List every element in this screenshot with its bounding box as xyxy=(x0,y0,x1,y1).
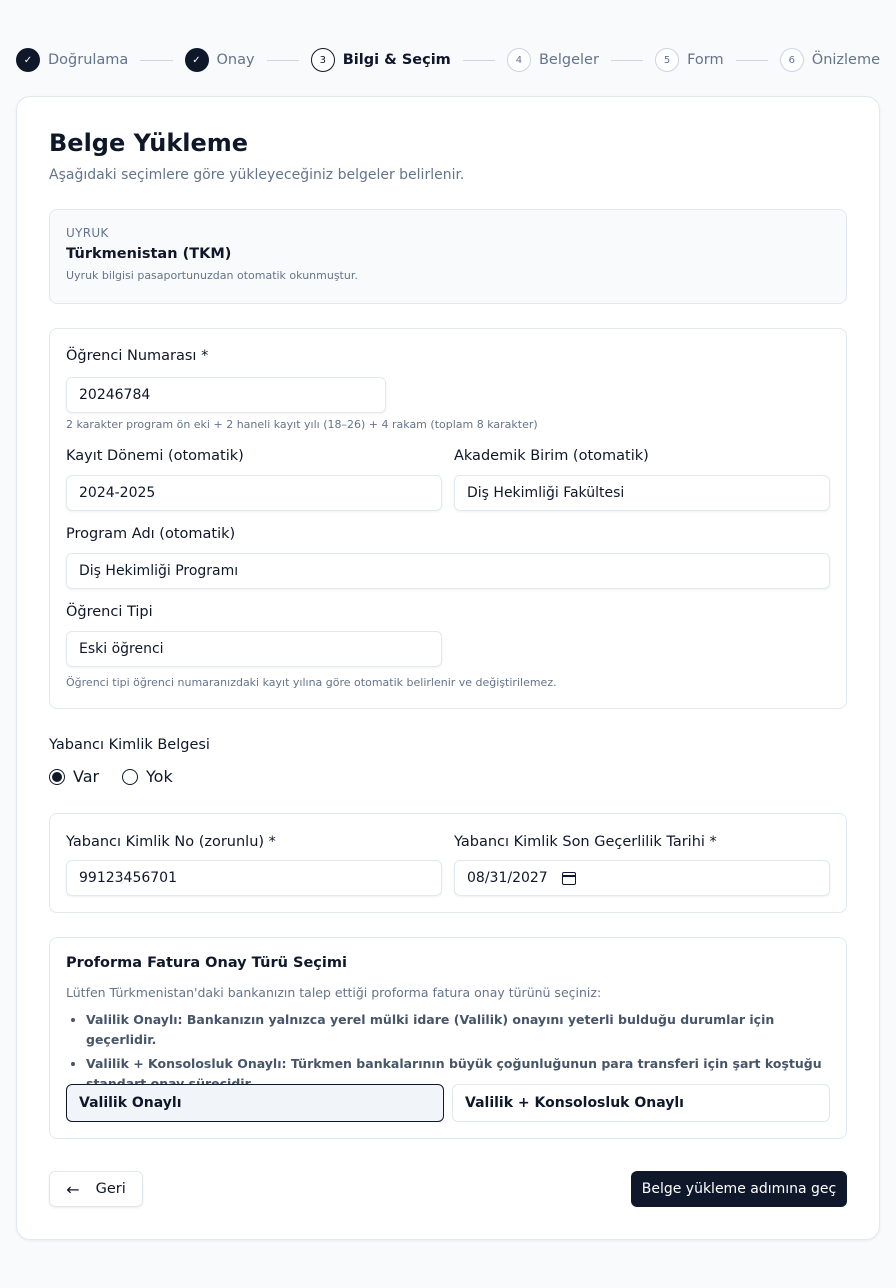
step-label: Belgeler xyxy=(538,52,599,68)
proforma-section xyxy=(49,937,847,1139)
list-item: • Valilik + Konsolosluk Onaylı: Türkmen bankalarının büyük çoğunluğunun para transferi için şart koştuğu xyxy=(86,1054,826,1094)
foreign-id-expiry-input[interactable] xyxy=(454,860,830,896)
step-documents xyxy=(507,48,599,72)
student-type-label: Öğrenci Tipi xyxy=(66,604,153,620)
page-subtitle: Aşağıdaki seçimlere göre yükleyeceğiniz belgeler belirlenir. xyxy=(49,167,465,183)
option-governorship-consulate-button[interactable]: Valilik + Konsolosluk Onaylı xyxy=(452,1084,830,1122)
step-info-selection xyxy=(311,48,451,72)
student-number-hint: 2 karakter program ön eki + 2 haneli kayıt yılı (18–26) + 4 rakam (toplam 8 karakter) xyxy=(66,418,538,431)
academic-unit-label: Akademik Birim (otomatik) xyxy=(454,448,649,464)
step-label: Bilgi & Seçim xyxy=(342,52,451,68)
step-connector xyxy=(140,60,172,61)
step-form xyxy=(655,48,724,72)
nationality-note: Uyruk bilgisi pasaportunuzdan otomatik okunmuştur. xyxy=(66,269,358,282)
student-number-input[interactable]: 20246784 xyxy=(66,377,386,413)
step-number: 3 xyxy=(311,48,335,72)
arrow-left-icon: ← xyxy=(66,1179,80,1199)
step-number: 4 xyxy=(507,48,531,72)
progress-stepper xyxy=(16,47,880,73)
radio-unchecked-icon[interactable] xyxy=(122,769,138,785)
step-verification xyxy=(16,48,128,72)
date-value: 08/31/2027 xyxy=(467,870,548,886)
foreign-id-number-input[interactable]: 99123456701 xyxy=(66,860,442,896)
foreign-id-expiry-label: Yabancı Kimlik Son Geçerlilik Tarihi * xyxy=(454,834,717,850)
radio-label: Yok xyxy=(146,767,173,786)
next-step-button[interactable]: Belge yükleme adımına geç xyxy=(631,1171,847,1207)
calendar-icon[interactable] xyxy=(562,872,576,885)
radio-label: Var xyxy=(73,767,100,786)
back-button[interactable] xyxy=(49,1171,143,1207)
program-label: Program Adı (otomatik) xyxy=(66,526,236,542)
program-input[interactable]: Diş Hekimliği Programı xyxy=(66,553,830,589)
step-number: 5 xyxy=(655,48,679,72)
step-label: Doğrulama xyxy=(48,52,129,68)
foreign-id-section xyxy=(49,813,847,913)
term-input[interactable]: 2024-2025 xyxy=(66,475,442,511)
step-label: Önizleme xyxy=(811,52,881,68)
radio-checked-icon[interactable] xyxy=(49,769,65,785)
term-label: Kayıt Dönemi (otomatik) xyxy=(66,448,244,464)
student-number-label: Öğrenci Numarası * xyxy=(66,348,209,364)
proforma-description: Lütfen Türkmenistan'daki bankanızın talep ettiği proforma fatura onay türünü seçiniz: xyxy=(66,985,602,1000)
check-icon: ✓ xyxy=(16,48,40,72)
document-upload-card xyxy=(16,96,880,1240)
student-type-input[interactable]: Eski öğrenci xyxy=(66,631,442,667)
step-connector xyxy=(736,60,768,61)
foreign-id-question: Yabancı Kimlik Belgesi xyxy=(49,737,210,753)
student-type-hint: Öğrenci tipi öğrenci numaranızdaki kayıt yılına göre otomatik belirlenir ve değiştirilemez. xyxy=(66,676,557,689)
step-label: Onay xyxy=(216,52,255,68)
student-info-section xyxy=(49,328,847,709)
radio-option-no[interactable] xyxy=(122,767,173,786)
foreign-id-number-label: Yabancı Kimlik No (zorunlu) * xyxy=(66,834,276,850)
back-button-label: Geri xyxy=(95,1181,126,1197)
step-connector xyxy=(463,60,495,61)
step-approval xyxy=(185,48,255,72)
step-preview xyxy=(780,48,880,72)
academic-unit-input[interactable]: Diş Hekimliği Fakültesi xyxy=(454,475,830,511)
option-governorship-button[interactable]: Valilik Onaylı xyxy=(66,1084,444,1122)
nationality-box xyxy=(49,209,847,304)
list-item: • Valilik Onaylı: Bankanızın yalnızca yerel mülki idare (Valilik) onayını yeterli bulduğu durumlar için geçerlidir. xyxy=(86,1010,826,1050)
step-connector xyxy=(611,60,643,61)
step-number: 6 xyxy=(780,48,804,72)
step-label: Form xyxy=(687,52,724,68)
proforma-title: Proforma Fatura Onay Türü Seçimi xyxy=(66,955,347,971)
check-icon: ✓ xyxy=(185,48,209,72)
nationality-label: UYRUK xyxy=(66,226,109,240)
radio-option-yes[interactable] xyxy=(49,767,99,786)
step-connector xyxy=(267,60,299,61)
nationality-value: Türkmenistan (TKM) xyxy=(66,246,232,262)
page-title: Belge Yükleme xyxy=(49,129,249,157)
